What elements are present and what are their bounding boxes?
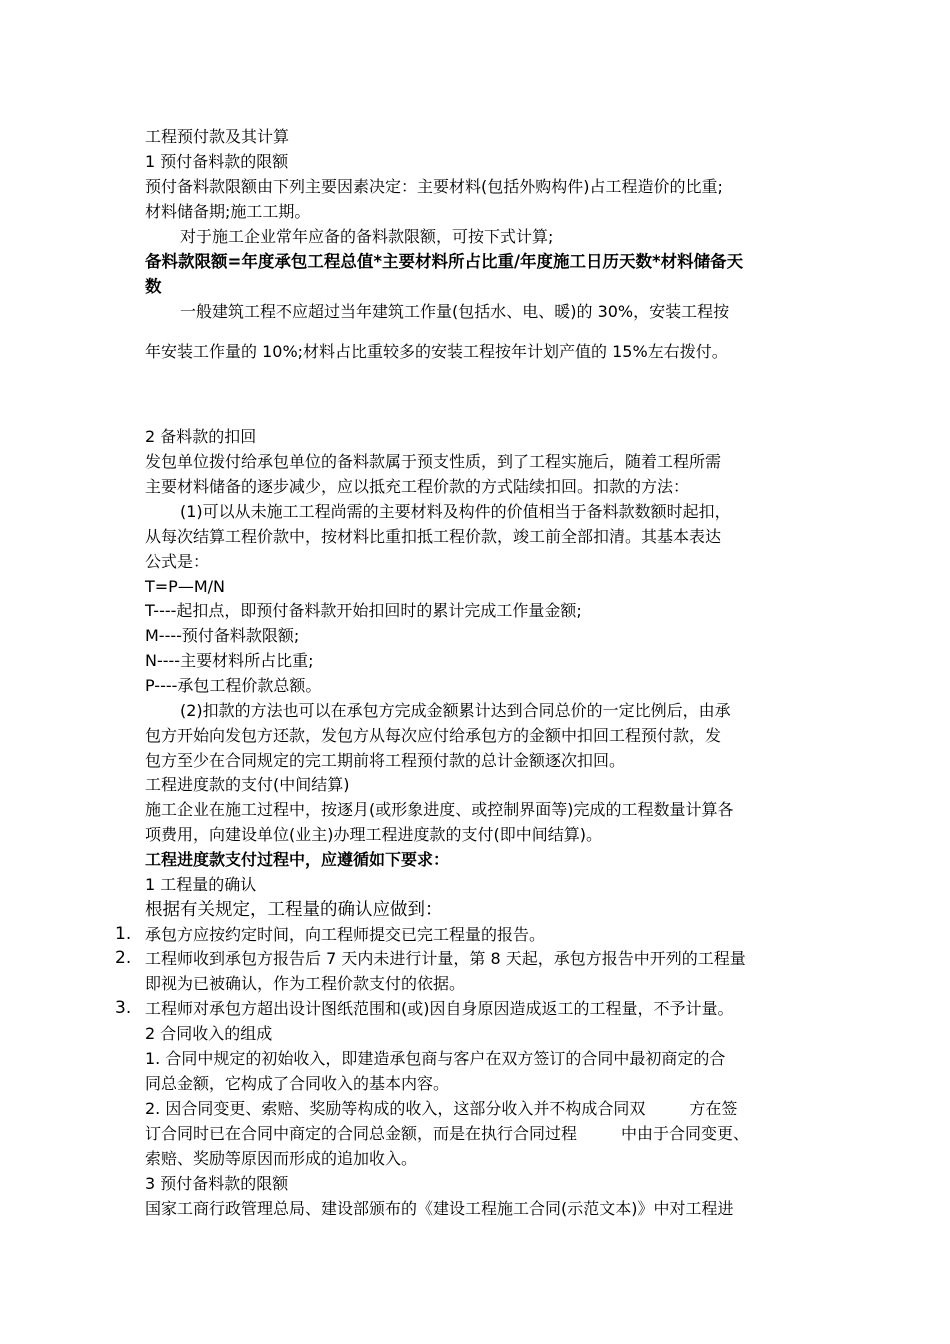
paragraph-line: 公式是： xyxy=(145,552,210,571)
paragraph-line: 项费用，向建设单位(业主)办理工程进度款的支付(即中间结算)。 xyxy=(145,825,602,844)
text-run: 2. 因合同变更、索赔、奖励等构成的收入，这部分收入并不构成合同双 xyxy=(145,1099,646,1118)
section-heading: 工程进度款的支付(中间结算) xyxy=(145,775,350,794)
section-heading: 2 备料款的扣回 xyxy=(145,427,257,446)
definition-line: N----主要材料所占比重; xyxy=(145,651,314,670)
list-number: 1. xyxy=(115,924,132,944)
list-item: 工程师收到承包方报告后 7 天内未进行计量，第 8 天起，承包方报告中开列的工程量 xyxy=(145,949,746,968)
definition-line: P----承包工程价款总额。 xyxy=(145,676,322,695)
paragraph-line: 同总金额，它构成了合同收入的基本内容。 xyxy=(145,1074,450,1093)
text-run: 方在签 xyxy=(689,1099,738,1118)
paragraph-line: 包方至少在合同规定的完工期前将工程预付款的总计金额逐次扣回。 xyxy=(145,751,626,770)
section-heading: 2 合同收入的组成 xyxy=(145,1024,273,1043)
paragraph-line: 从每次结算工程价款中，按材料比重扣抵工程价款，竣工前全部扣清。其基本表达 xyxy=(145,527,722,546)
paragraph-line: 一般建筑工程不应超过当年建筑工作量(包括水、电、暖)的 30%，安装工程按 xyxy=(180,302,730,321)
list-number: 2. xyxy=(115,948,132,968)
paragraph-line: 索赔、奖励等原因而形成的追加收入。 xyxy=(145,1149,418,1168)
formula-line: 备料款限额=年度承包工程总值*主要材料所占比重/年度施工日历天数*材料储备天 xyxy=(145,252,744,271)
paragraph-line xyxy=(145,1122,749,1146)
definition-line: T----起扣点，即预付备料款开始扣回时的累计完成工作量金额; xyxy=(145,601,582,620)
paragraph-line: (1)可以从未施工工程尚需的主要材料及构件的价值相当于备料款数额时起扣， xyxy=(180,502,731,521)
list-item: 承包方应按约定时间，向工程师提交已完工程量的报告。 xyxy=(145,925,546,944)
paragraph-line: 施工企业在施工过程中，按逐月(或形象进度、或控制界面等)完成的工程数量计算各 xyxy=(145,800,734,819)
definition-line: M----预付备料款限额; xyxy=(145,626,300,645)
doc-title: 工程预付款及其计算 xyxy=(145,127,290,146)
paragraph-line: (2)扣款的方法也可以在承包方完成金额累计达到合同总价的一定比例后，由承 xyxy=(180,701,731,720)
section-heading: 1 预付备料款的限额 xyxy=(145,152,289,171)
paragraph-line: 发包单位拨付给承包单位的备料款属于预支性质，到了工程实施后，随着工程所需 xyxy=(145,452,722,471)
text-run: 中由于合同变更、 xyxy=(621,1124,750,1143)
section-heading: 1 工程量的确认 xyxy=(145,875,257,894)
paragraph-line: 预付备料款限额由下列主要因素决定：主要材料(包括外购构件)占工程造价的比重; xyxy=(145,177,723,196)
text-run: 订合同时已在合同中商定的合同总金额，而是在执行合同过程 xyxy=(145,1124,578,1143)
list-item: 工程师对承包方超出设计图纸范围和(或)因自身原因造成返工的工程量，不予计量。 xyxy=(145,999,734,1018)
paragraph-line: 对于施工企业常年应备的备料款限额，可按下式计算; xyxy=(180,227,554,246)
paragraph-line: 1. 合同中规定的初始收入，即建造承包商与客户在双方签订的合同中最初商定的合 xyxy=(145,1049,726,1068)
list-number: 3. xyxy=(115,998,132,1018)
paragraph-line: 主要材料储备的逐步减少，应以抵充工程价款的方式陆续扣回。扣款的方法： xyxy=(145,477,690,496)
paragraph-line: 材料储备期;施工工期。 xyxy=(145,202,311,221)
intro-line: 根据有关规定，工程量的确认应做到： xyxy=(145,900,443,920)
paragraph-line: 包方开始向发包方还款，发包方从每次应付给承包方的金额中扣回工程预付款，发 xyxy=(145,726,722,745)
paragraph-line: 国家工商行政管理总局、建设部颁布的《建设工程施工合同(示范文本)》中对工程进 xyxy=(145,1199,734,1218)
requirement-heading: 工程进度款支付过程中，应遵循如下要求： xyxy=(145,850,450,869)
formula-line: 数 xyxy=(145,277,162,296)
list-item-continuation: 即视为已被确认，作为工程价款支付的依据。 xyxy=(145,974,466,993)
paragraph-line: 年安装工作量的 10%;材料占比重较多的安装工程按年计划产值的 15%左右拨付。 xyxy=(145,342,728,361)
section-heading: 3 预付备料款的限额 xyxy=(145,1174,289,1193)
paragraph-line xyxy=(145,1097,737,1121)
equation: T=P—M/N xyxy=(145,577,225,596)
